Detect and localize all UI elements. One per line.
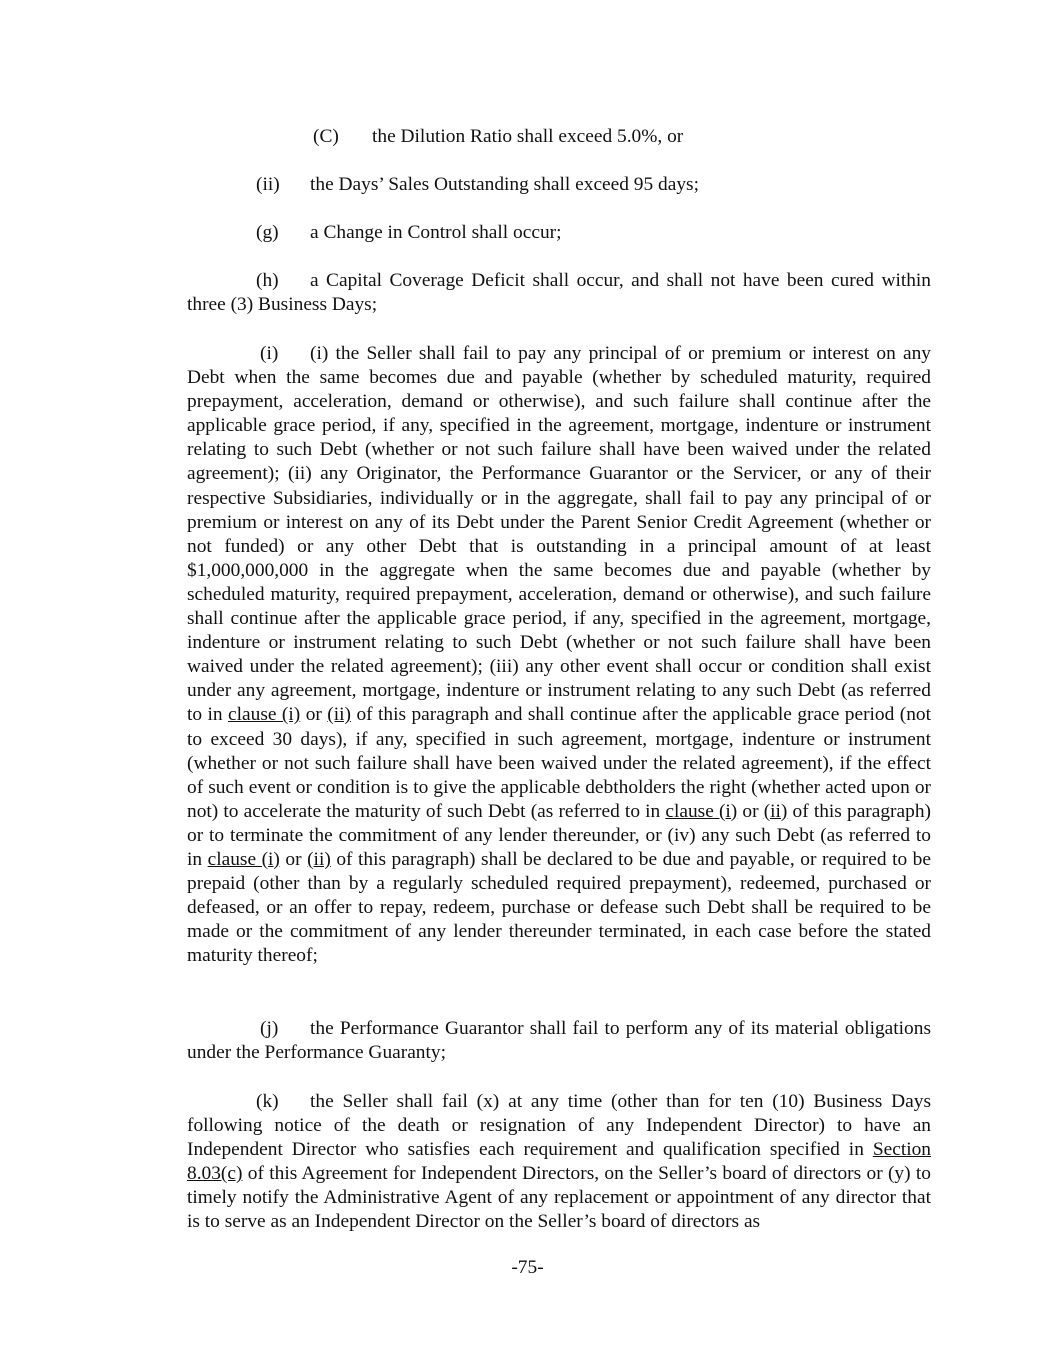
item-i-text-3: of this paragraph) or to terminate the commitment of any lender thereunder, or (iv) any such Debt (as referred to in <box>187 800 931 870</box>
item-j-label: (j) <box>260 1018 279 1039</box>
item-h-label: (h) <box>256 270 279 291</box>
paragraph-k <box>187 1090 931 1235</box>
item-C-text: the Dilution Ratio shall exceed 5.0%, or <box>372 126 684 147</box>
clause-i-reference: clause (i) <box>228 704 301 726</box>
paragraph-h <box>187 269 931 317</box>
section-reference: Section 8.03(c) <box>187 1139 931 1185</box>
item-i-text-2: of this paragraph and shall continue after the applicable grace period (not to exceed 30 days), if any, specified in such agreement, mortgage, indenture or instrument (whether or not such failure shall have been waived under the related agreement), if the effect of such event or condition is to give the applicable debtholders the right (whether acted upon or not) to accelerate the maturity of such Debt (as referred to in <box>187 704 931 822</box>
item-k-text-1: the Seller shall fail (x) at any time (other than for ten (10) Business Days following notice of the death or resignation of any Independent Director) to have an Independent Director who satisfies each requirement and qualification specified in <box>187 1091 931 1161</box>
page-number: -75- <box>511 1257 544 1278</box>
item-i-label: (i) <box>260 343 279 364</box>
clause-i-reference: clause (i) <box>207 848 280 870</box>
item-k-label: (k) <box>256 1091 279 1112</box>
clause-ii-reference: (ii) <box>327 704 351 726</box>
item-g-label: (g) <box>256 222 279 243</box>
paragraph-i <box>187 342 931 968</box>
item-ii-label: (ii) <box>256 174 280 195</box>
paragraph-j <box>187 1017 931 1065</box>
item-ii-text: the Days’ Sales Outstanding shall exceed 95 days; <box>310 174 699 195</box>
item-i-or-2: or <box>737 800 764 822</box>
item-C-label: (C) <box>313 126 339 147</box>
clause-ii-reference: (ii) <box>763 800 788 822</box>
item-k-text-2: of this Agreement for Independent Directors, on the Seller’s board of directors or (y) to timely notify the Administrative Agent of any replacement or appointment of any director that is to serve as an Independent Director on the Seller’s board of directors as <box>187 1163 931 1233</box>
item-i-text-1: (i) the Seller shall fail to pay any principal of or premium or interest on any Debt when the same becomes due and payable (whether by scheduled maturity, required prepayment, acceleration, demand or otherwise), and such failure shall continue after the applicable grace period, if any, specified in the agreement, mortgage, indenture or instrument relating to such Debt (whether or not such failure shall have been waived under the related agreement); (ii) any Originator, the Performance Guarantor or the Servicer, or any of their respective Subsidiaries, individually or in the aggregate, shall fail to pay any principal of or premium or interest on any of its Debt under the Parent Senior Credit Agreement (whether or not funded) or any other Debt that is outstanding in a principal amount of at least $1,000,000,000 in the aggregate when the same becomes due and payable (whether by scheduled maturity, required prepayment, acceleration, demand or otherwise), and such failure shall continue after the applicable grace period, if any, specified in the agreement, mortgage, indenture or instrument relating to such Debt (whether or not such failure shall have been waived under the related agreement); (iii) any other event shall occur or condition shall exist under any agreement, mortgage, indenture or instrument relating to any such Debt (as referred to in <box>187 343 931 726</box>
item-i-or-1: or <box>300 704 328 726</box>
item-i-text-4: of this paragraph) shall be declared to be due and payable, or required to be prepaid (other than by a regularly scheduled required prepayment), redeemed, purchased or defeased, or an offer to repay, redeem, purchase or defease such Debt shall be required to be made or the commitment of any lender thereunder terminated, in each case before the stated maturity thereof; <box>187 848 931 967</box>
clause-i-reference: clause (i) <box>665 800 738 822</box>
item-h-text: a Capital Coverage Deficit shall occur, and shall not have been cured within three (3) Business Days; <box>187 270 931 316</box>
clause-ii-reference: (ii) <box>307 848 331 870</box>
item-i-or-3: or <box>279 848 308 870</box>
item-j-text: the Performance Guarantor shall fail to perform any of its material obligations under the Performance Guaranty; <box>187 1018 931 1064</box>
item-g-text: a Change in Control shall occur; <box>310 222 562 243</box>
